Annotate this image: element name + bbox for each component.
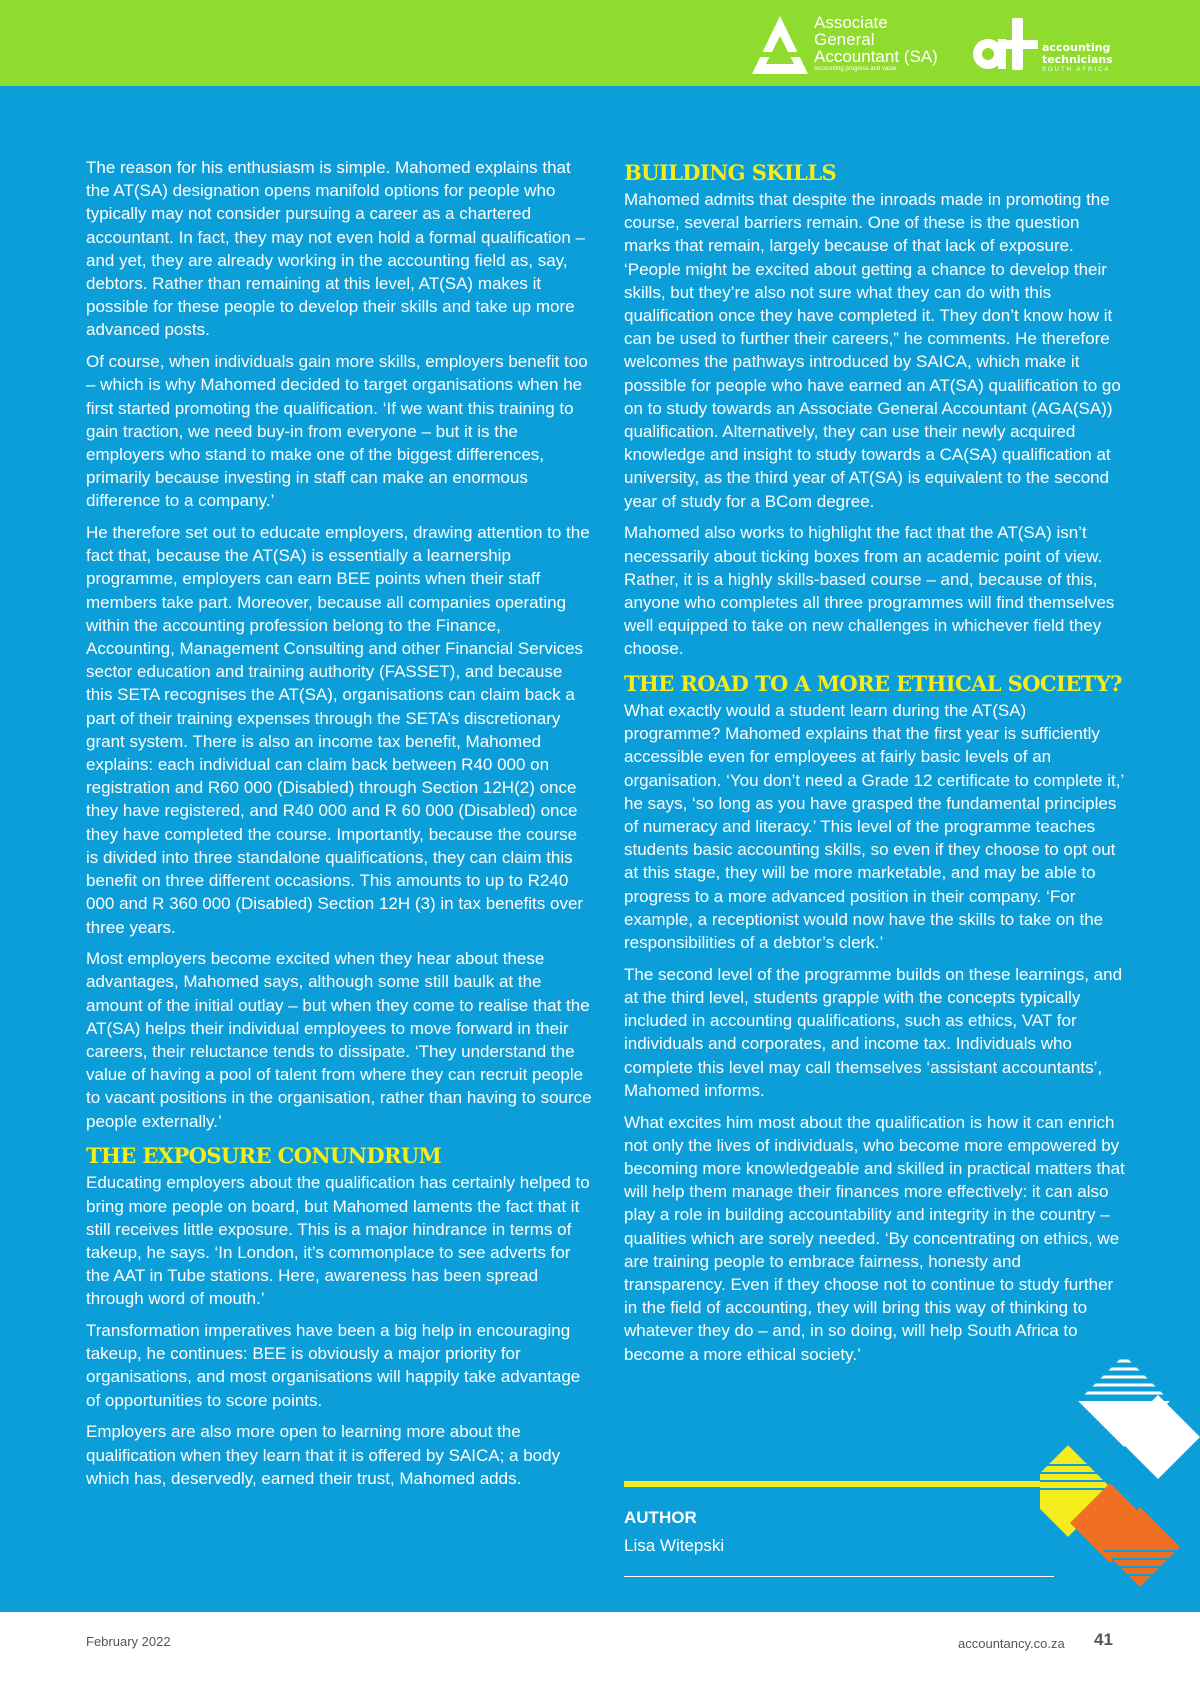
paragraph: Mahomed admits that despite the inroads made in promoting the course, several barriers remain. One of these is the question marks that remain, largely because of that lack of exposure. ‘People might be excited about getting a chance to develop their skills, but they’re also not sure what they can do with this qualification once they have completed it. They don’t know how it can be used to further their careers,” he comments. He therefore welcomes the pathways introduced by SAICA, which make it possible for people who have earned an AT(SA) qualification to go on to study towards an Associate General Accountant (AGA(SA)) qualification. Alternatively, they can use their newly acquired knowledge and insight to study towards a CA(SA) qualification at university, as the third year of AT(SA) is equivalent to the second year of study for a BCom degree. [624, 190, 1121, 511]
paragraph: The reason for his enthusiasm is simple. Mahomed explains that the AT(SA) designation opens manifold options for people who typically may not consider pursuing a career as a chartered accountant. In fact, they may not even hold a formal qualification – and yet, they are already working in the accounting field as, say, debtors. Rather than remaining at this level, AT(SA) makes it possible for these people to develop their skills and take up more advanced posts. [86, 158, 585, 340]
aga-line-1: Associate [814, 13, 888, 32]
aga-logo-text [814, 14, 938, 65]
at-line-1: accounting [1042, 41, 1111, 54]
aga-triangle-icon [750, 14, 810, 76]
paragraph: What excites him most about the qualification is how it can enrich not only the lives of individuals, who become more empowered by becoming more knowledgeable and skilled in practical matters that will help them manage their finances more effectively: it can also play a role in building accountability and integrity in the country – qualities which are sorely needed. ‘By concentrating on ethics, we are training people to embrace fairness, honesty and transparency. Even if they choose not to continue to study further in the field of accounting, they will bring this way of thinking to whatever they do – and, in so doing, will help South Africa to become a more ethical society.’ [624, 1112, 1125, 1364]
heading-exposure-conundrum: THE EXPOSURE CONUNDRUM [86, 1143, 442, 1169]
aga-line-2: General [814, 30, 875, 49]
at-mark-icon [968, 16, 1040, 76]
decorative-diamonds-icon [1040, 1355, 1200, 1595]
aga-tagline: Accounting progress and value. [814, 66, 899, 72]
paragraph: Of course, when individuals gain more skills, employers benefit too – which is why Mahomed decided to target organisations when he first started promoting the qualification. ‘If we want this training to gain traction, we need buy-in from everyone – but it is the employers who stand to make one of the biggest differences, primarily because investing in staff can make an enormous difference to a company.’ [86, 352, 588, 511]
author-divider-thin [624, 1576, 1054, 1577]
footer-date: February 2022 [86, 1634, 171, 1649]
footer-page-number: 41 [1094, 1630, 1113, 1649]
left-column [86, 156, 592, 1498]
paragraph: Educating employers about the qualification has certainly helped to bring more people on board, but Mahomed laments the fact that it still receives little exposure. This is a major hindrance in terms of takeup, he says. ‘In London, it’s commonplace to see adverts for the AAT in Tube stations. Here, awareness has been spread through word of mouth.’ [86, 1173, 590, 1309]
heading-building-skills: BUILDING SKILLS [624, 160, 837, 185]
paragraph: Employers are also more open to learning more about the qualification when they learn that it is offered by SAICA; a body which has, deservedly, earned their trust, Mahomed adds. [86, 1422, 561, 1488]
footer-site: accountancy.co.za [958, 1636, 1065, 1651]
at-logo [968, 16, 1118, 76]
at-line-3: SOUTH AFRICA [1042, 67, 1111, 73]
heading-ethical-society: THE ROAD TO A MORE ETHICAL SOCIETY? [624, 671, 1122, 697]
aga-logo [750, 14, 950, 76]
author-label: AUTHOR [624, 1508, 697, 1527]
paragraph: He therefore set out to educate employers, drawing attention to the fact that, because the AT(SA) is essentially a learnership programme, employers can earn BEE points when their staff members take part. Moreover, because all companies operating within the accounting profession belong to the Finance, Accounting, Management Consulting and other Financial Services sector education and training authority (FASSET), and because this SETA recognises the AT(SA), organisations can claim back a part of their training expenses through the SETA’s discretionary grant system. There is also an income tax benefit, Mahomed explains: each individual can claim back between R40 000 on registration and R60 000 (Disabled) through Section 12H(2) once they have registered, and R40 000 and R 60 000 (Disabled) once they have completed the course. Importantly, because the course is divided into three standalone qualifications, they can claim this benefit on three different occasions. This amounts to up to R240 000 and R 360 000 (Disabled) Section 12H (3) in tax benefits over three years. [86, 523, 590, 937]
header-bar [0, 0, 1200, 86]
paragraph: Transformation imperatives have been a big help in encouraging takeup, he continues: BEE is obviously a major priority for organisations, and most organisations will happily take advantage of opportunities to score points. [86, 1321, 581, 1410]
at-logo-text [1042, 42, 1113, 66]
paragraph: Most employers become excited when they hear about these advantages, Mahomed says, although some still baulk at the amount of the initial outlay – but when they come to realise that the AT(SA) helps their individual employees to move forward in their careers, their reluctance tends to dissipate. ‘They understand the value of having a pool of talent from where they can recruit people to vacant positions in the organisation, rather than having to source people externally.’ [86, 949, 592, 1131]
author-name: Lisa Witepski [624, 1536, 725, 1555]
author-divider-yellow [624, 1481, 1064, 1487]
paragraph: The second level of the programme builds on these learnings, and at the third level, students grapple with the concepts typically included in accounting qualifications, such as ethics, VAT for individuals and corporates, and income tax. Individuals who complete this level may call themselves ‘assistant accountants’, Mahomed informs. [624, 964, 1123, 1100]
paragraph: What exactly would a student learn during the AT(SA) programme? Mahomed explains that the first year is sufficiently accessible even for employees at fairly basic levels of an organisation. ‘You don’t need a Grade 12 certificate to complete it,’ he says, ‘so long as you have grasped the fundamental principles of numeracy and literacy.’ This level of the programme teaches students basic accounting skills, so even if they choose to opt out at this stage, they will be more marketable, and may be able to progress to a more advanced position in their company. ‘For example, a receptionist would now have the skills to take on the responsibilities of a debtor’s clerk.’ [624, 701, 1124, 953]
right-column [624, 158, 1126, 1374]
paragraph: Mahomed also works to highlight the fact that the AT(SA) isn’t necessarily about ticking boxes from an academic point of view. Rather, it is a highly skills-based course – and, because of this, anyone who completes all three programmes will find themselves well equipped to take on new challenges in whichever field they choose. [624, 523, 1115, 659]
aga-line-3: Accountant (SA) [814, 47, 938, 66]
at-line-2: technicians [1042, 53, 1113, 66]
